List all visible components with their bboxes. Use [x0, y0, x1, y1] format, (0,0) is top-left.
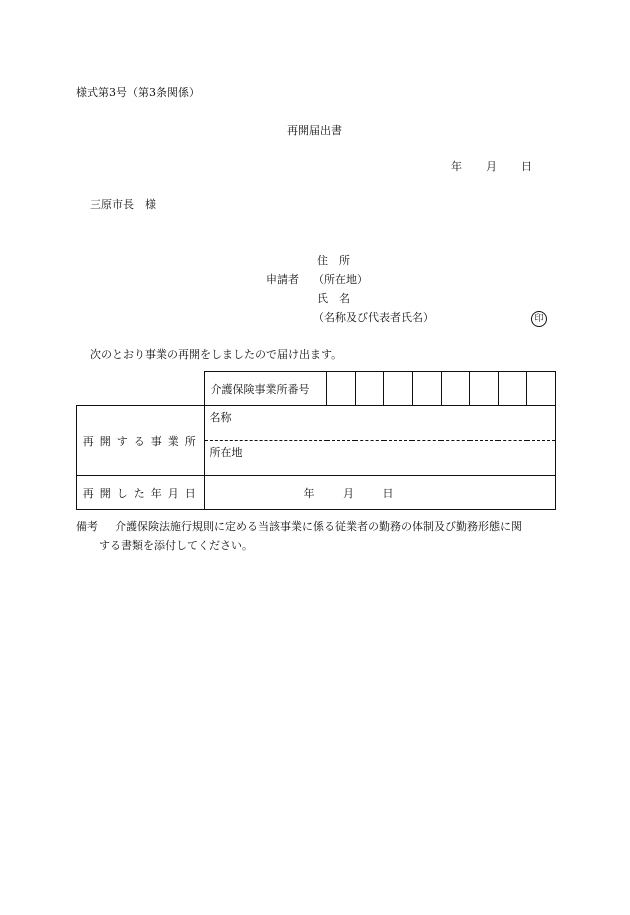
- name-sub-label: （名称及び代表者氏名）: [313, 311, 434, 324]
- office-number-label: 介護保険事業所番号: [204, 372, 327, 406]
- seal-mark: 印: [531, 311, 547, 327]
- date-day: 日: [521, 160, 532, 173]
- office-name-label: 名称: [209, 411, 232, 424]
- form-table: [76, 371, 556, 510]
- address-sub-label: （所在地）: [313, 273, 368, 286]
- office-number-digit[interactable]: [327, 372, 356, 406]
- office-number-digit[interactable]: [441, 372, 470, 406]
- office-number-digit[interactable]: [527, 372, 556, 406]
- empty-cell: [77, 372, 205, 406]
- name-label: 氏 名: [317, 292, 350, 305]
- reopen-day-unit: 日: [382, 486, 394, 500]
- reopen-year-unit: 年: [303, 486, 315, 500]
- office-number-digit[interactable]: [384, 372, 413, 406]
- date-month: 月: [486, 160, 497, 173]
- note-line-1: 介護保険法施行規則に定める当該事業に係る従業者の勤務の体制及び勤務形態に関: [115, 520, 522, 533]
- office-number-digit[interactable]: [498, 372, 527, 406]
- table-row: [77, 476, 556, 510]
- office-label: 再開する事業所: [77, 406, 205, 476]
- office-location-field[interactable]: [204, 441, 555, 476]
- office-number-digit[interactable]: [355, 372, 384, 406]
- address-label: 住 所: [317, 254, 350, 267]
- applicant-label: 申請者: [266, 273, 299, 286]
- office-location-label: 所在地: [209, 446, 243, 459]
- office-name-field[interactable]: [204, 406, 555, 441]
- addressee: 三原市長 様: [90, 198, 156, 211]
- reopen-date-label: 再開した年月日: [77, 476, 205, 510]
- date-year: 年: [451, 160, 462, 173]
- reopen-month-unit: 月: [343, 486, 355, 500]
- office-number-digit[interactable]: [412, 372, 441, 406]
- note-line-2: する書類を添付してください。: [99, 539, 253, 552]
- statement: 次のとおり事業の再開をしましたので届け出ます。: [90, 348, 343, 361]
- office-number-digit[interactable]: [470, 372, 499, 406]
- table-row: [77, 372, 556, 406]
- reopen-date-field[interactable]: [204, 476, 555, 510]
- document-title: 再開届出書: [287, 124, 342, 137]
- note-label: 備考: [76, 520, 98, 533]
- form-number: 様式第3号（第3条関係）: [76, 86, 200, 99]
- table-row: [77, 406, 556, 441]
